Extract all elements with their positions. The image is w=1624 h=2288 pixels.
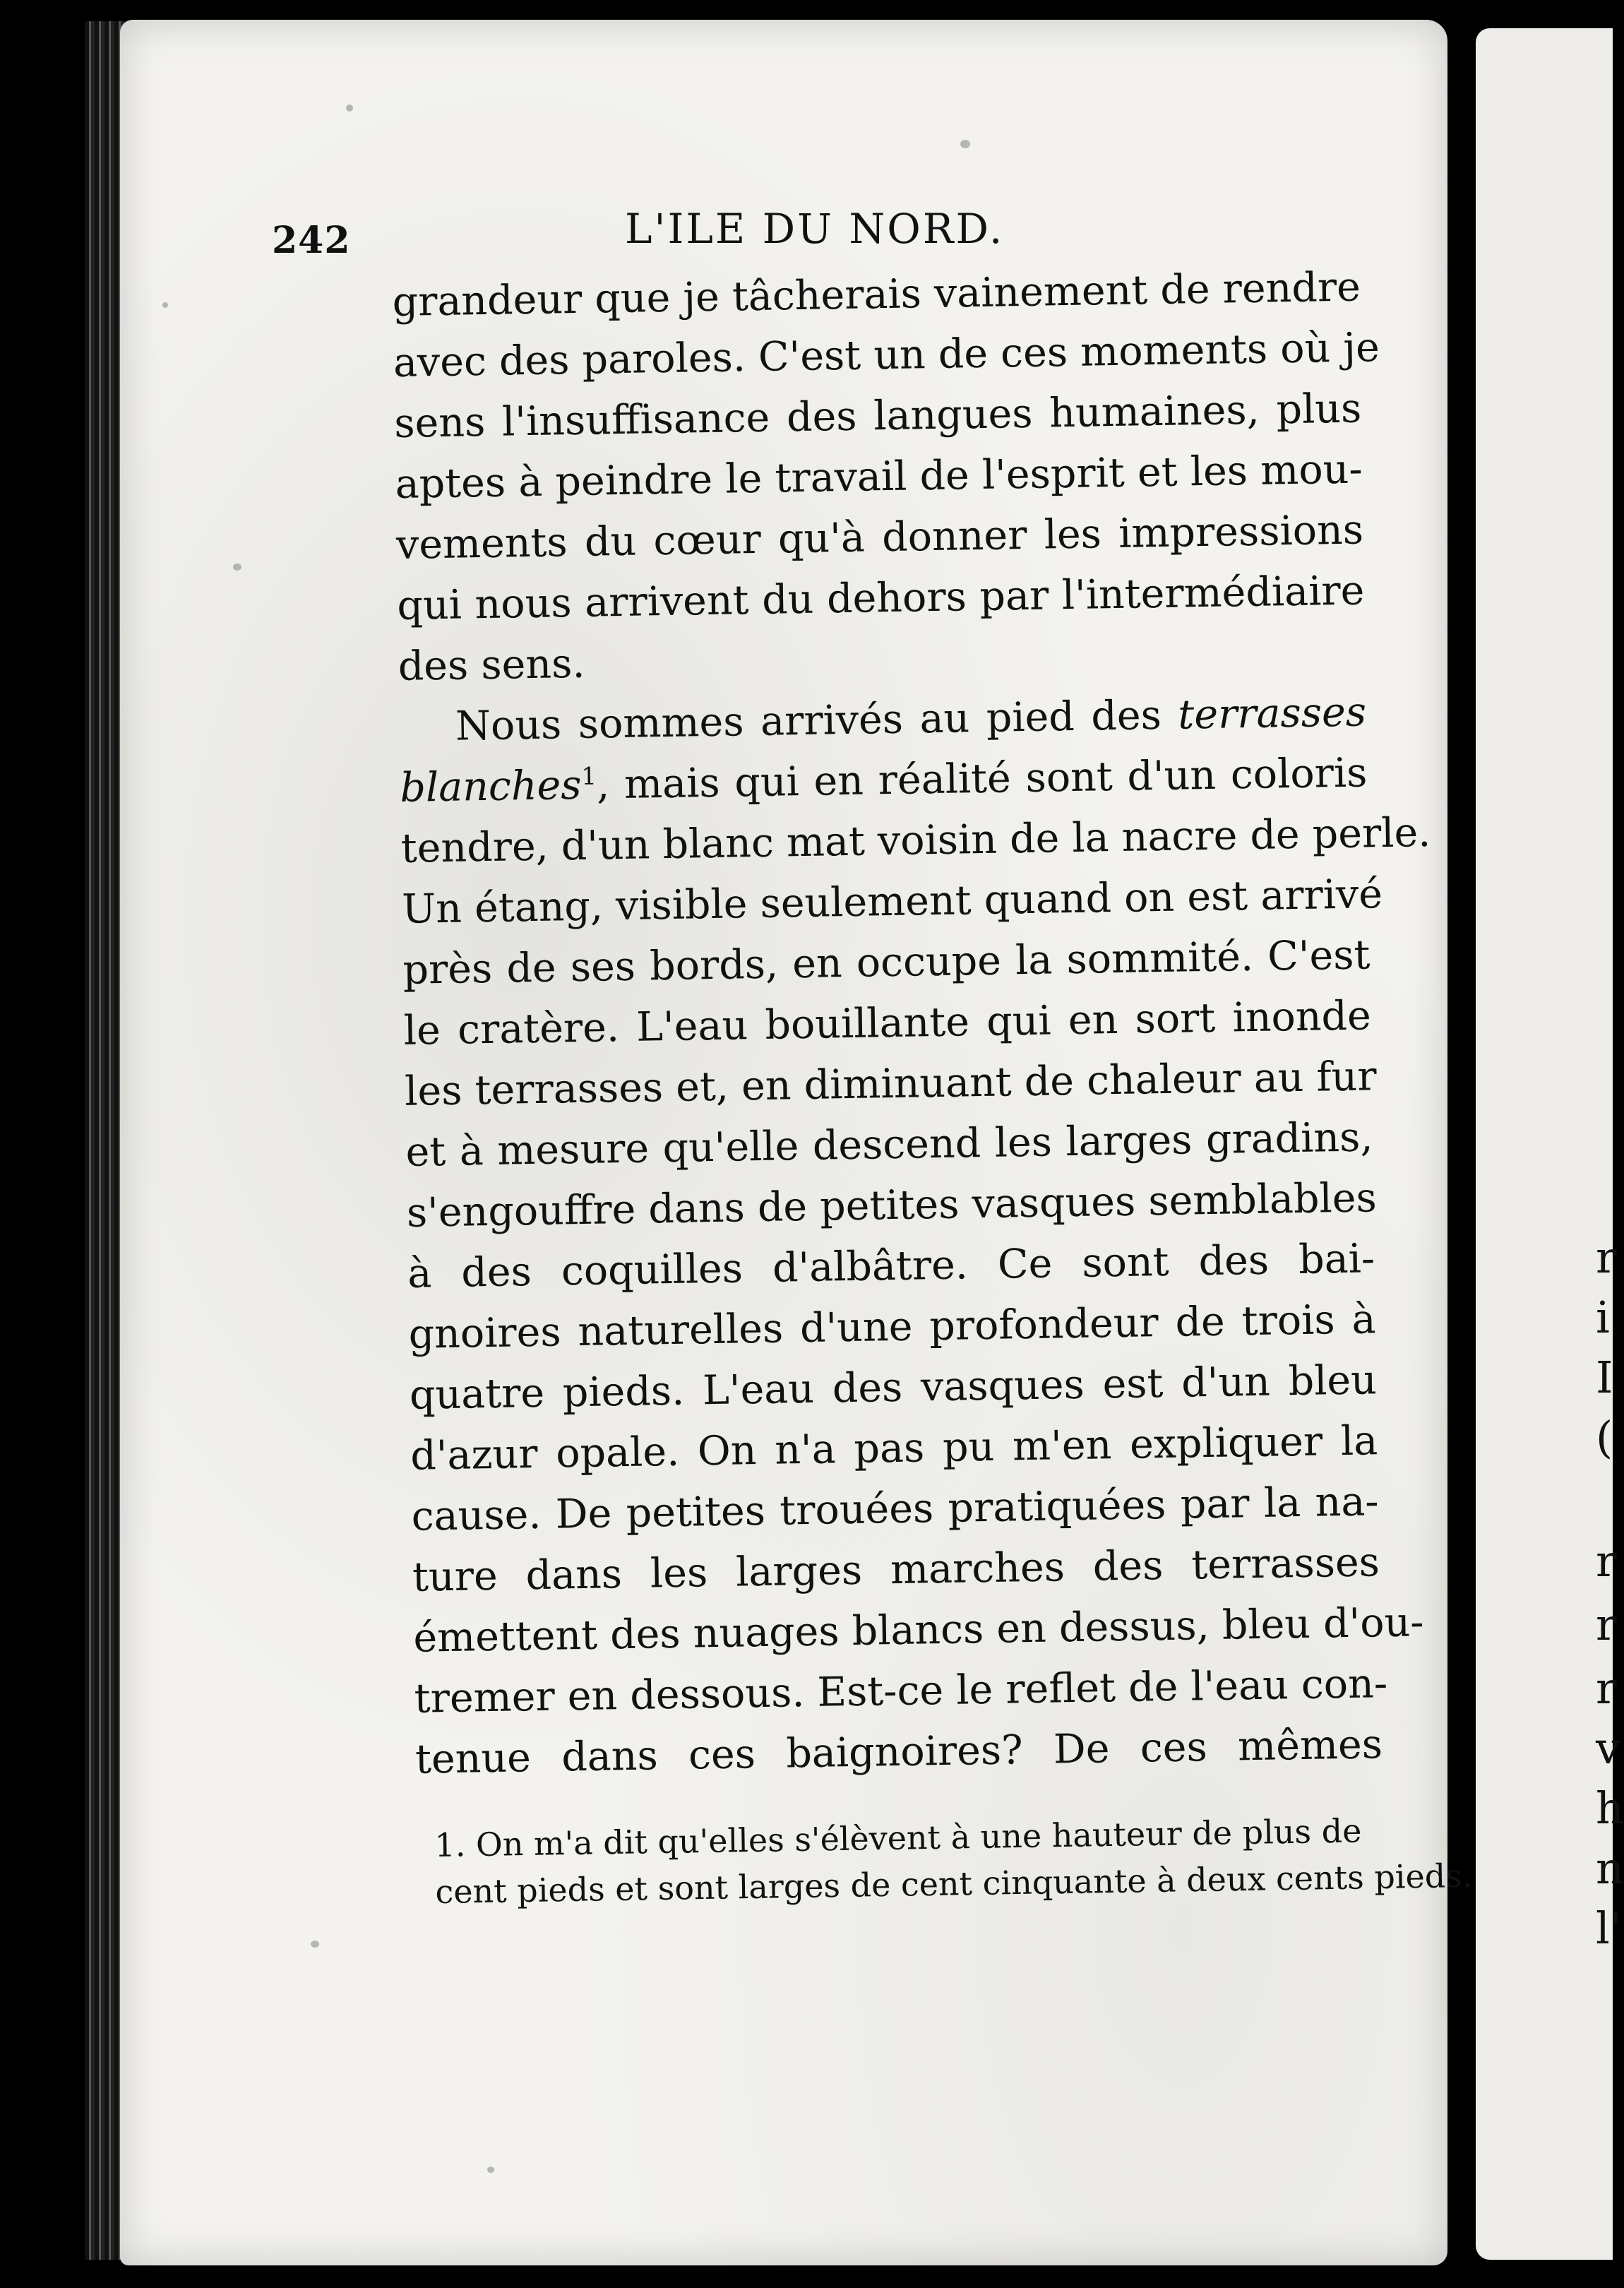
text-line: quatre pieds. L'eau des vasques est d'un bleu <box>409 1357 1378 1419</box>
footnote-mark: 1 <box>580 762 597 791</box>
footnote <box>434 1807 1473 1915</box>
page-number: 242 <box>272 219 351 262</box>
adjacent-page-fragment: ( <box>1596 1412 1613 1463</box>
running-title: L'ILE DU NORD. <box>625 205 1005 253</box>
adjacent-page-fragment: i <box>1596 1292 1610 1343</box>
adjacent-page-fragment: I <box>1596 1352 1613 1403</box>
text-line: des sens. <box>398 640 585 690</box>
text-line: tremer en dessous. Est-ce le reflet de l'eau con- <box>414 1660 1388 1722</box>
text-line: gnoires naturelles d'une profondeur de trois à <box>408 1296 1376 1358</box>
text-line: qui nous arrivent du dehors par l'intermédiaire <box>396 567 1365 629</box>
text-line: d'azur opale. On n'a pas pu m'en expliquer la <box>410 1417 1378 1479</box>
text-fragment: Nous sommes arrivés au pied des <box>455 691 1178 750</box>
text-line: à des coquilles d'albâtre. Ce sont des bai- <box>407 1235 1375 1297</box>
footnote-line: cent pieds et sont larges de cent cinquante à deux cents pieds. <box>435 1856 1473 1911</box>
adjacent-page-fragment: r <box>1596 1599 1617 1650</box>
text-line: sens l'insuffisance des langues humaines, plus <box>393 385 1362 447</box>
adjacent-page-fragment: r <box>1596 1662 1617 1714</box>
text-line: ture dans les larges marches des terrasses <box>412 1539 1380 1601</box>
body-text <box>392 256 1431 1789</box>
adjacent-page-fragment: h <box>1596 1782 1624 1834</box>
running-header <box>272 205 1331 268</box>
text-line: grandeur que je tâcherais vainement de rendre <box>392 263 1361 326</box>
adjacent-page-fragment: r <box>1596 1535 1617 1587</box>
text-line: s'engouffre dans de petites vasques semblables <box>406 1174 1378 1237</box>
italic-term: blanches <box>399 761 582 811</box>
text-line: les terrasses et, en diminuant de chaleur au fur <box>404 1053 1378 1115</box>
adjacent-page-fragment: n <box>1596 1842 1624 1894</box>
text-line: avec des paroles. C'est un de ces moments où je <box>393 324 1380 386</box>
text-line: vements du cœur qu'à donner les impressions <box>395 506 1364 568</box>
adjacent-page-fragment: r <box>1596 1232 1617 1283</box>
text-line: près de ses bords, en occupe la sommité. C'est <box>402 931 1371 994</box>
adjacent-page-fragment: l' <box>1596 1902 1622 1954</box>
text-fragment: , mais qui en réalité sont d'un coloris <box>596 749 1368 809</box>
text-line: tendre, d'un blanc mat voisin de la nacre de perle. <box>400 809 1431 872</box>
italic-term: terrasses <box>1177 689 1367 739</box>
adjacent-page-edge <box>1476 28 1624 2260</box>
adjacent-page-fragment: v <box>1596 1722 1621 1774</box>
footnote-line: 1. On m'a dit qu'elles s'élèvent à une hauteur de plus de <box>434 1811 1362 1864</box>
text-line: le cratère. L'eau bouillante qui en sort inonde <box>403 992 1372 1054</box>
text-line: Un étang, visible seulement quand on est arrivé <box>401 871 1383 933</box>
text-line: et à mesure qu'elle descend les larges gradins, <box>405 1114 1373 1176</box>
text-line: tenue dans ces baignoires? De ces mêmes <box>414 1721 1383 1783</box>
text-line: aptes à peindre le travail de l'esprit et les mou- <box>395 446 1363 508</box>
text-line: cause. De petites trouées pratiquées par la na- <box>411 1478 1380 1540</box>
text-line: émettent des nuages blancs en dessus, bleu d'ou- <box>412 1599 1425 1662</box>
